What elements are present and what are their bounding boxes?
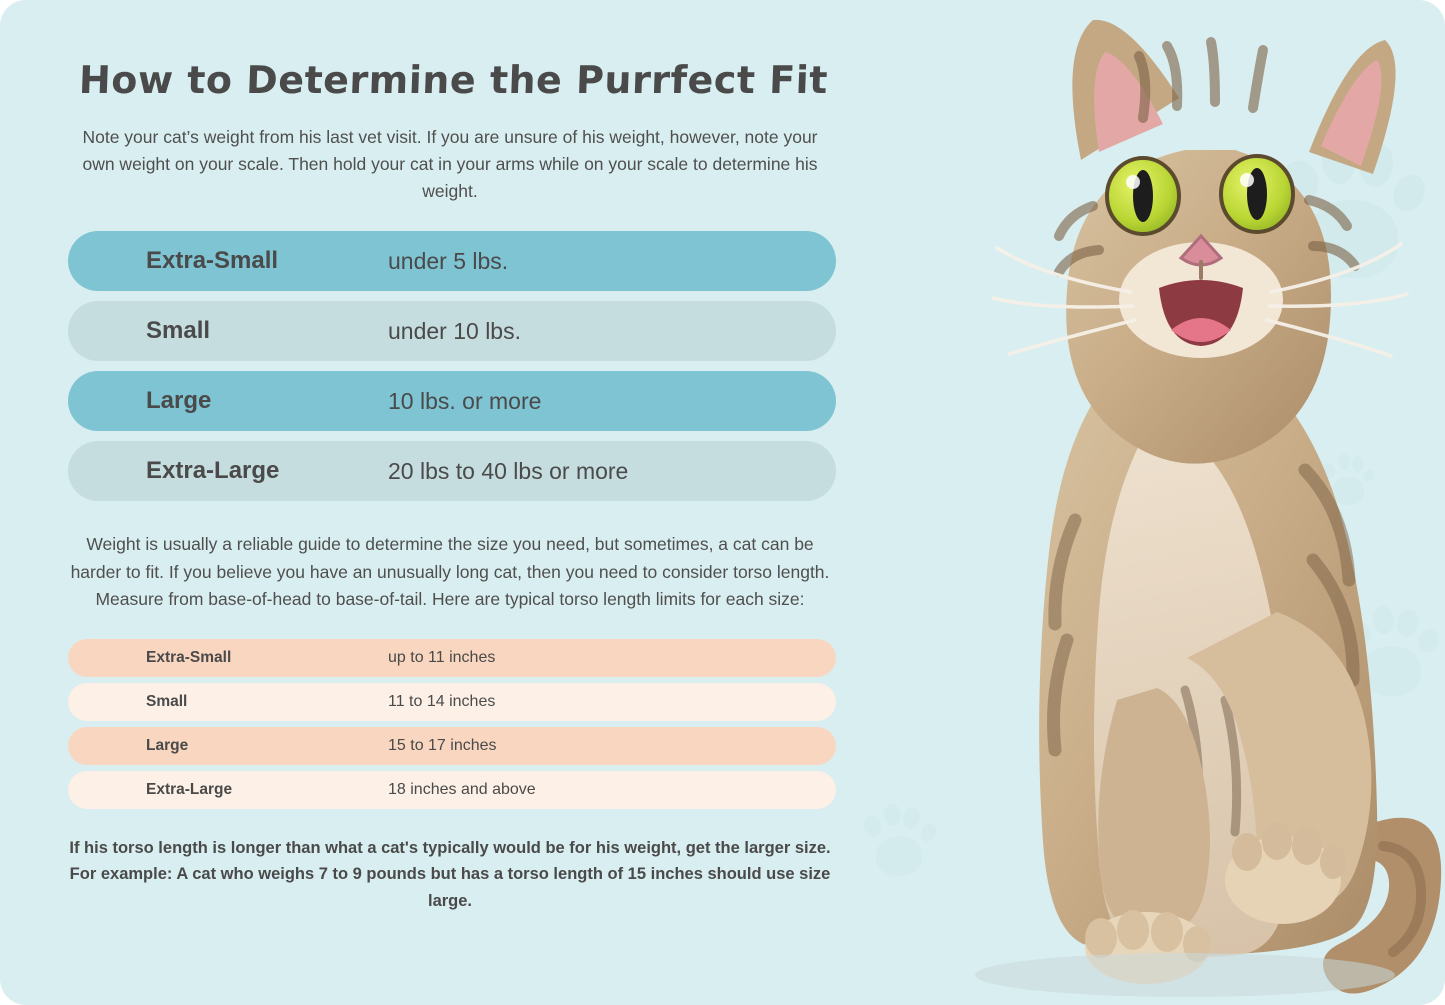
torso-value: up to 11 inches — [388, 648, 496, 666]
torso-value: 11 to 14 inches — [388, 692, 496, 710]
table-row — [68, 683, 836, 721]
weight-value: under 10 lbs. — [388, 317, 521, 344]
table-row — [68, 771, 836, 809]
intro-paragraph: Note your cat’s weight from his last vet visit. If you are unsure of his weight, however, note your own weight on your scale. Then hold your cat in your arms while on your scale to determine his weight. — [82, 127, 818, 202]
table-row — [68, 231, 836, 291]
weight-value: 20 lbs to 40 lbs or more — [388, 457, 629, 484]
table-row — [68, 441, 836, 501]
table-row — [68, 727, 836, 765]
weight-value: under 5 lbs. — [388, 247, 509, 274]
size-label: Extra-Large — [146, 780, 233, 798]
cat-illustration — [885, 0, 1445, 1005]
size-label: Large — [146, 736, 189, 754]
torso-value: 18 inches and above — [388, 780, 536, 798]
footnote-paragraph: If his torso length is longer than what a cat's typically would be for his weight, get the larger size. For example: A cat who weighs 7 to 9 pounds but has a torso length of 15 inches should use size large. — [69, 838, 831, 910]
torso-length-table — [0, 639, 836, 809]
size-label: Large — [146, 387, 212, 415]
weight-value: 10 lbs. or more — [388, 387, 542, 414]
size-label: Extra-Small — [146, 648, 232, 666]
page-title: How to Determine the Purrfect Fit — [78, 58, 829, 102]
size-label: Small — [146, 692, 188, 710]
table-row — [68, 371, 836, 431]
table-row — [68, 301, 836, 361]
torso-value: 15 to 17 inches — [388, 736, 497, 754]
table-row — [68, 639, 836, 677]
weight-size-table — [0, 231, 836, 501]
torso-intro-paragraph: Weight is usually a reliable guide to determine the size you need, but sometimes, a cat can be harder to fit. If you believe you have an unusually long cat, then you need to consider torso length. Measure from base-of-head to base-of-tail. Here are typical torso length limits for each size: — [70, 534, 830, 609]
size-label: Extra-Large — [146, 457, 280, 485]
size-label: Extra-Small — [146, 247, 279, 275]
cat-photo — [885, 0, 1445, 1005]
size-label: Small — [146, 317, 211, 345]
